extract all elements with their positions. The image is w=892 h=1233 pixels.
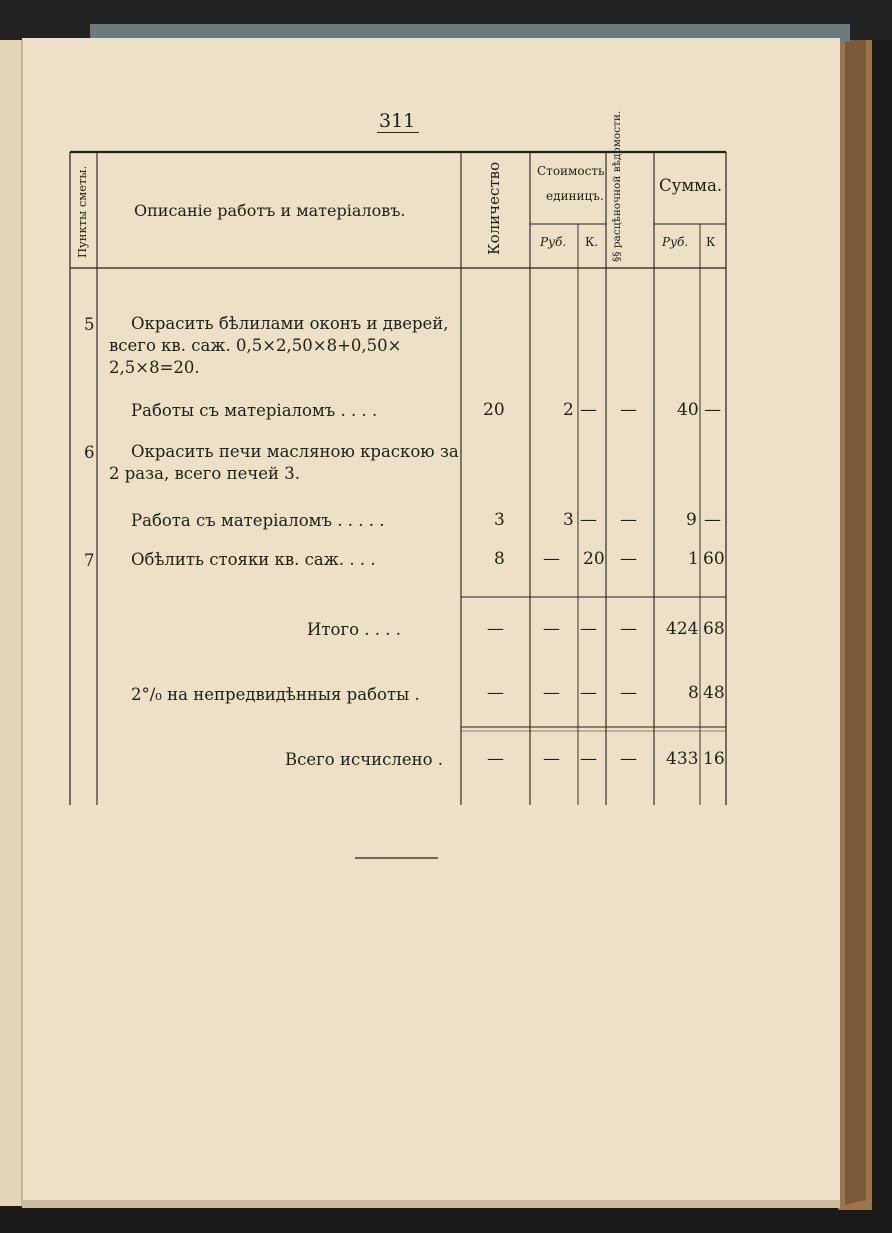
sum-kop-value: 48 <box>703 683 725 703</box>
header-unit-rub: Руб. <box>540 235 567 249</box>
sum-rub-value: 433 <box>666 749 699 769</box>
header-unit-cost-2: единицъ. <box>546 189 604 203</box>
header-rate-ref: §§ расцѣночной вѣдомости. <box>611 110 623 262</box>
quantity-value: — <box>487 749 504 769</box>
sum-kop-value: — <box>704 400 721 420</box>
rate-ref-value: — <box>620 683 637 703</box>
subtotal-label: Итого . . . . <box>307 620 401 639</box>
quantity-value: 3 <box>494 510 505 530</box>
header-sum-rub: Руб. <box>662 235 689 249</box>
unit-kop-value: — <box>580 510 597 530</box>
unit-rub-value: — <box>543 683 560 703</box>
unit-kop-value: — <box>580 619 597 639</box>
description-line: Работы съ матеріаломъ . . . . <box>131 401 378 420</box>
rate-ref-value: — <box>620 510 637 530</box>
header-description: Описаніе работъ и матеріаловъ. <box>134 201 406 220</box>
page-number: 311 <box>379 110 416 132</box>
unit-kop-value: — <box>580 683 597 703</box>
description-line: Работа съ матеріаломъ . . . . . <box>131 511 385 530</box>
unit-rub-value: — <box>543 549 560 569</box>
sum-kop-value: 68 <box>703 619 725 639</box>
item-number: 6 <box>84 443 95 462</box>
unit-rub-value: — <box>543 619 560 639</box>
unit-kop-value: — <box>580 749 597 769</box>
unit-kop-value: — <box>580 400 597 420</box>
quantity-value: 8 <box>494 549 505 569</box>
sum-kop-value: — <box>704 510 721 530</box>
sum-rub-value: 9 <box>686 510 697 530</box>
sum-kop-value: 16 <box>703 749 725 769</box>
description-line: всего кв. саж. 0,5×2,50×8+0,50× <box>109 336 402 355</box>
header-unit-kop: К. <box>585 235 599 249</box>
unit-rub-value: 3 <box>563 510 574 530</box>
header-sum-kop: К <box>706 235 716 249</box>
sum-rub-value: 8 <box>688 683 699 703</box>
rate-ref-value: — <box>620 549 637 569</box>
sum-rub-value: 40 <box>677 400 699 420</box>
sum-kop-value: 60 <box>703 549 725 569</box>
sum-rub-value: 1 <box>688 549 699 569</box>
item-number: 7 <box>84 551 95 570</box>
contingency-label: 2°/₀ на непредвидѣнныя работы . <box>131 685 420 704</box>
unit-rub-value: — <box>543 749 560 769</box>
unit-kop-value: 20 <box>583 549 605 569</box>
item-number: 5 <box>84 315 95 334</box>
description-line: Окрасить печи масляною краскою за <box>131 442 459 461</box>
header-points: Пункты сметы. <box>75 165 89 258</box>
unit-rub-value: 2 <box>563 400 574 420</box>
rate-ref-value: — <box>620 619 637 639</box>
description-line: Обѣлить стояки кв. саж. . . . <box>131 550 376 569</box>
quantity-value: — <box>487 683 504 703</box>
rate-ref-value: — <box>620 749 637 769</box>
header-quantity: Количество <box>485 161 503 255</box>
description-line: 2,5×8=20. <box>109 358 200 377</box>
quantity-value: 20 <box>483 400 505 420</box>
sum-rub-value: 424 <box>666 619 699 639</box>
rate-ref-value: — <box>620 400 637 420</box>
description-line: Окрасить бѣлилами оконъ и дверей, <box>131 314 449 333</box>
total-label: Всего исчислено . <box>285 750 444 769</box>
description-line: 2 раза, всего печей 3. <box>109 464 301 483</box>
header-sum: Сумма. <box>659 176 723 195</box>
header-unit-cost-1: Стоимость <box>537 164 605 178</box>
quantity-value: — <box>487 619 504 639</box>
